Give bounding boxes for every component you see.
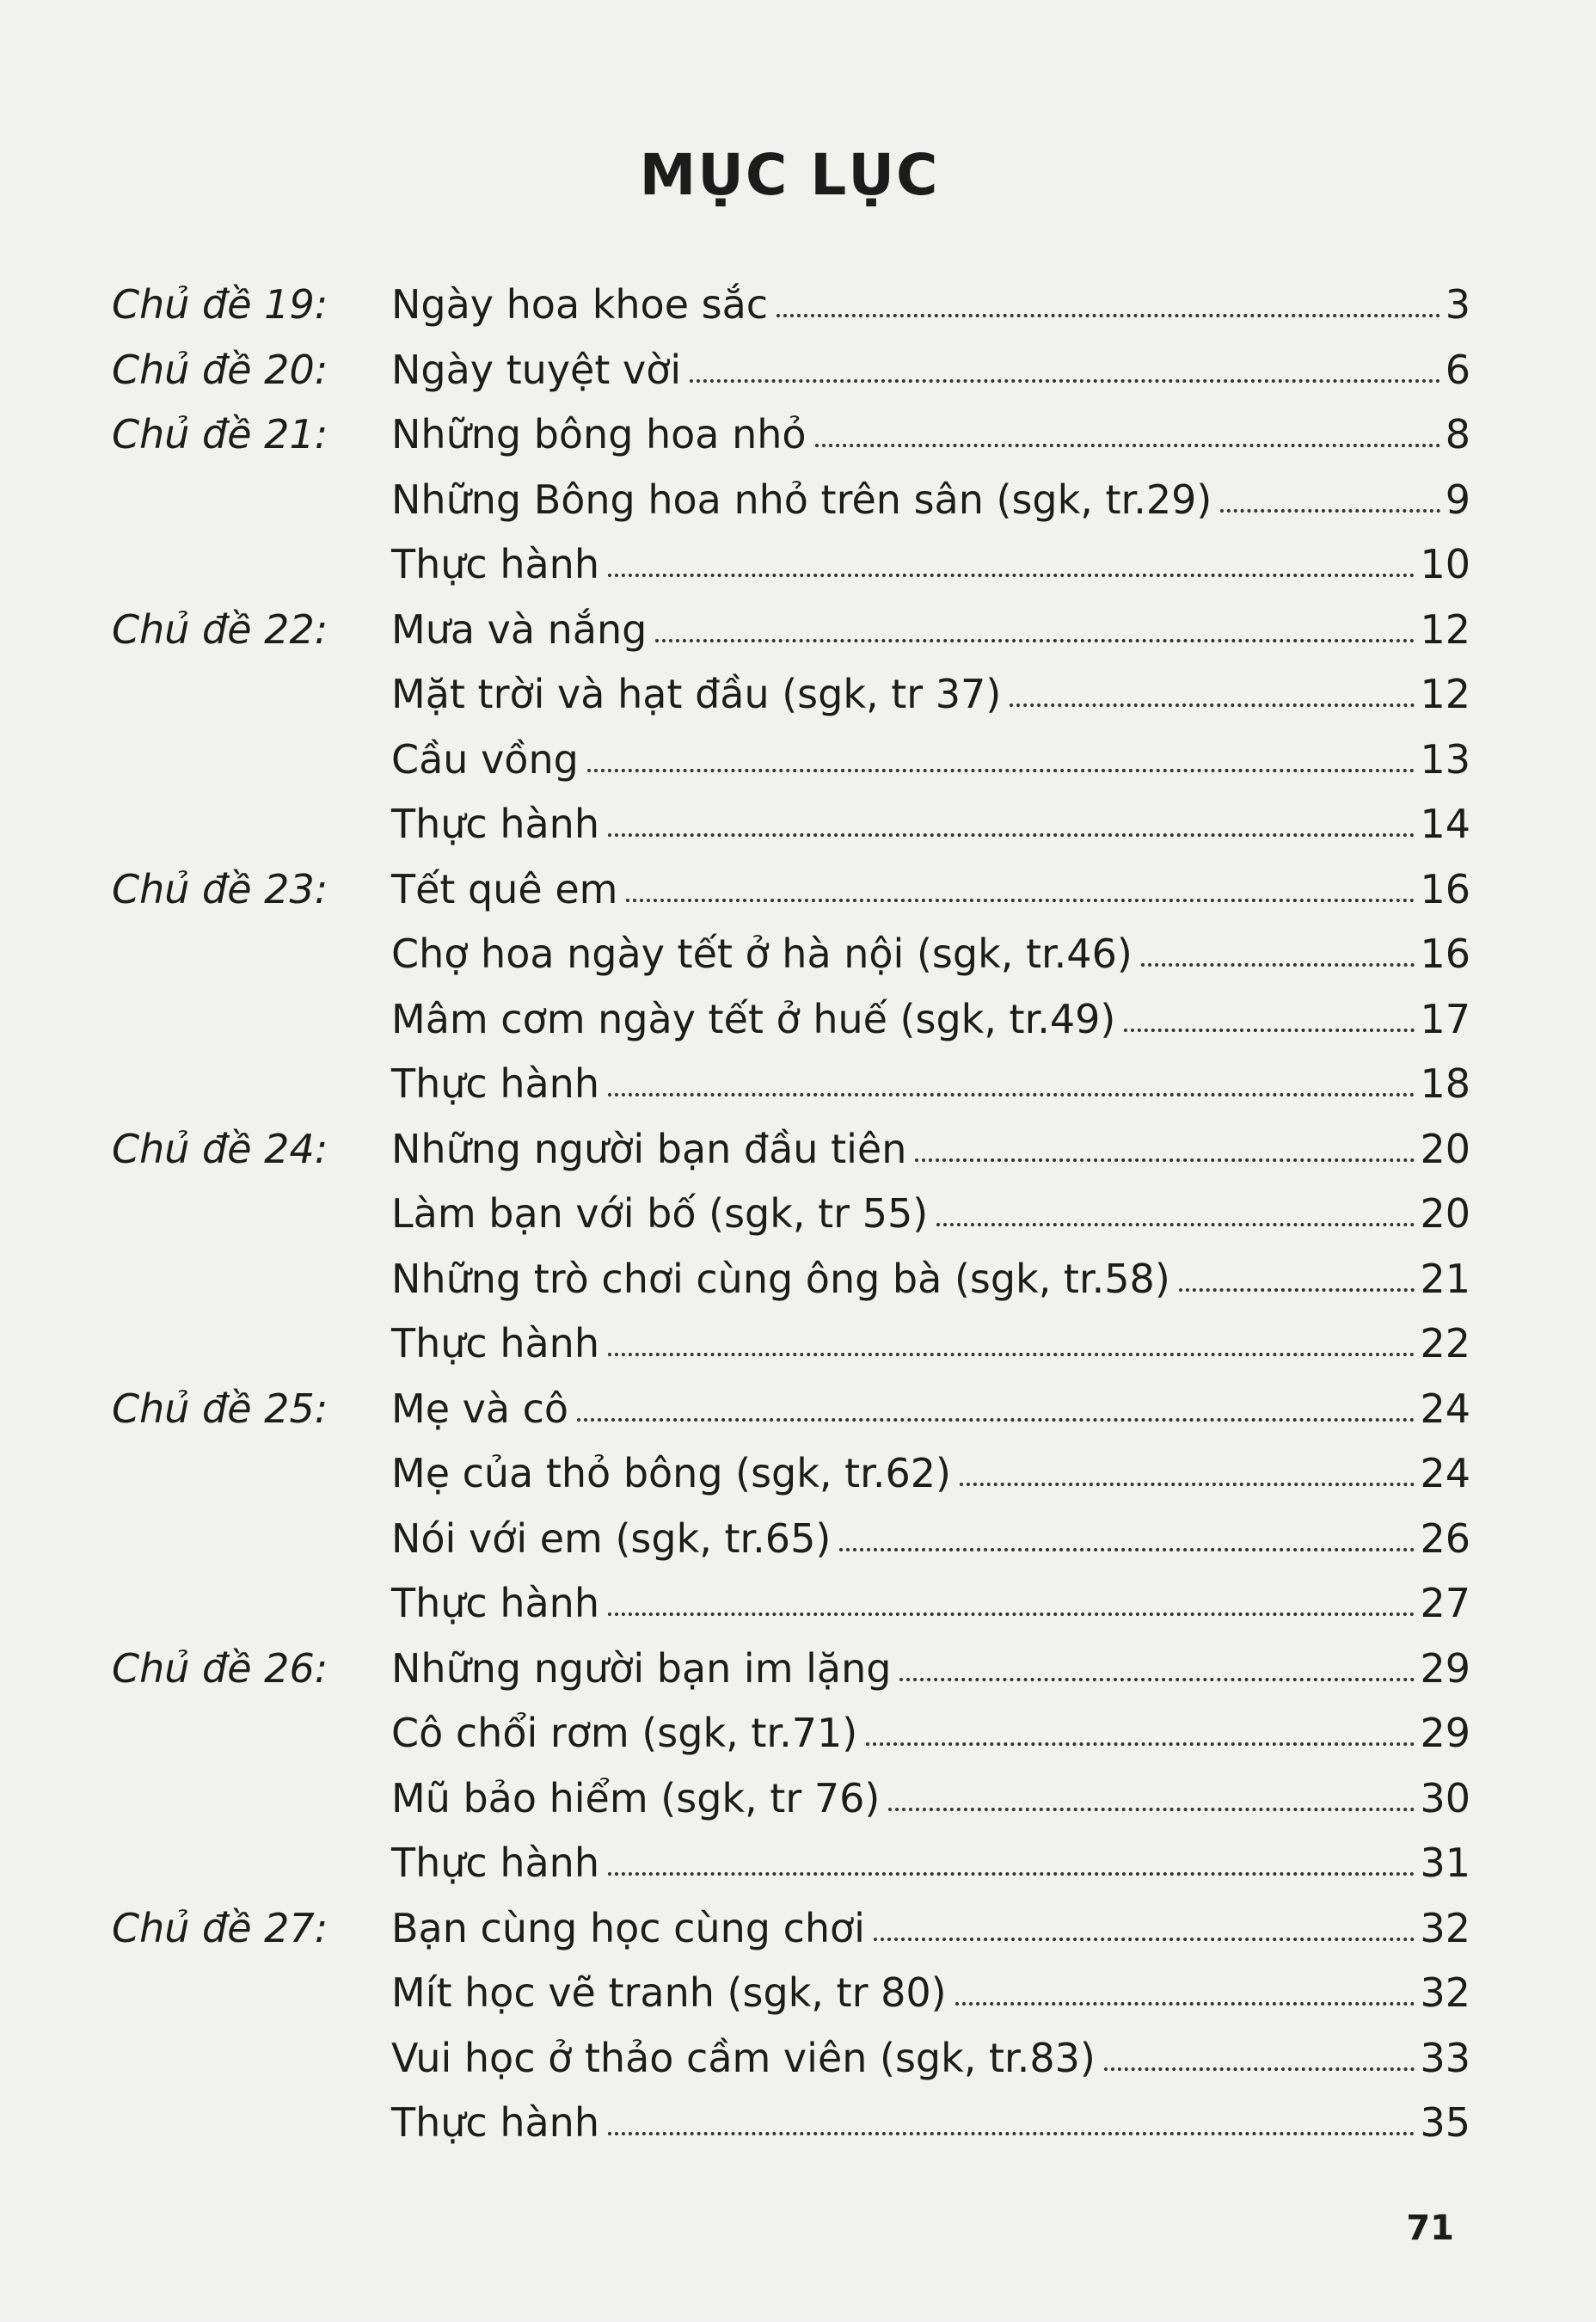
toc-entry — [112, 1107, 1470, 1172]
toc-entry-title: Những trò chơi cùng ông bà (sgk, tr.58) — [391, 1255, 1170, 1302]
toc-chapter-label: Chủ đề 22: — [112, 605, 328, 653]
toc-entry-line — [391, 1969, 1470, 2016]
toc-entry — [112, 1691, 1470, 1756]
toc-entry-page: 30 — [1420, 1774, 1470, 1821]
dot-leader — [608, 833, 1415, 837]
toc-entry-page: 26 — [1420, 1514, 1470, 1562]
toc-entry-line — [391, 931, 1470, 977]
toc-entry-title: Làm bạn với bố (sgk, tr 55) — [391, 1190, 929, 1237]
toc-entry-title: Mũ bảo hiểm (sgk, tr 76) — [391, 1774, 881, 1821]
toc-entry-page: 29 — [1420, 1710, 1470, 1756]
toc-chapter-label: Chủ đề 23: — [112, 865, 328, 912]
dot-leader — [936, 1223, 1415, 1226]
toc-entry-page: 35 — [1420, 2099, 1470, 2146]
dot-leader — [608, 1612, 1415, 1616]
toc-entry — [112, 1496, 1470, 1562]
toc-entry-line — [391, 1645, 1470, 1692]
dot-leader — [626, 899, 1415, 902]
toc-entry-page: 32 — [1420, 1904, 1470, 1951]
toc-entry — [112, 1561, 1470, 1626]
page-number: 71 — [1406, 2208, 1454, 2248]
dot-leader — [608, 2132, 1415, 2135]
toc-entry-line — [391, 1060, 1470, 1107]
toc-chapter-label: Chủ đề 20: — [112, 346, 328, 393]
toc-entry — [112, 717, 1470, 783]
dot-leader — [915, 1158, 1415, 1162]
toc-entry — [112, 1171, 1470, 1237]
toc-entry-page: 6 — [1445, 346, 1470, 393]
dot-leader — [955, 2002, 1415, 2006]
toc-entry — [112, 1626, 1470, 1692]
dot-leader — [1010, 703, 1415, 707]
dot-leader — [608, 1353, 1415, 1356]
toc-entry-title: Thực hành — [391, 801, 599, 847]
toc-chapter-label: Chủ đề 27: — [112, 1904, 328, 1951]
toc-entry — [112, 1950, 1470, 2016]
toc-entry — [112, 1756, 1470, 1821]
toc-entry-line — [391, 1190, 1470, 1237]
toc-entry — [112, 1367, 1470, 1432]
toc-entry-page: 13 — [1420, 735, 1470, 783]
toc-entry-line — [391, 1905, 1470, 1951]
toc-entry — [112, 912, 1470, 977]
dot-leader — [960, 1483, 1415, 1486]
toc-entry — [112, 847, 1470, 912]
toc-entry-line — [391, 1710, 1470, 1756]
toc-entry — [112, 1431, 1470, 1496]
toc-entry-line — [391, 801, 1470, 847]
toc-entry-line — [391, 2099, 1470, 2146]
dot-leader — [1220, 509, 1439, 513]
toc-entry-title: Thực hành — [391, 1320, 599, 1367]
toc-entry-line — [391, 476, 1470, 523]
toc-entry-line — [391, 1320, 1470, 1367]
toc-entry-title: Tết quê em — [391, 865, 618, 912]
toc-entry-line — [391, 281, 1470, 328]
toc-entry-page: 24 — [1420, 1385, 1470, 1432]
toc-entry-line — [391, 1515, 1470, 1562]
page-title: MỤC LỤC — [639, 142, 940, 208]
toc-entry-page: 32 — [1420, 1969, 1470, 2016]
dot-leader — [608, 1093, 1415, 1096]
toc-entry-line — [391, 1775, 1470, 1821]
toc-entry-page: 16 — [1420, 865, 1470, 912]
toc-entry-title: Thực hành — [391, 1840, 599, 1886]
toc-entry-title: Thực hành — [391, 2099, 599, 2146]
dot-leader — [874, 1938, 1415, 1941]
toc-entry-title: Bạn cùng học cùng chơi — [391, 1904, 865, 1951]
toc-entry — [112, 652, 1470, 717]
dot-leader — [587, 769, 1415, 772]
toc-entry-page: 14 — [1420, 801, 1470, 847]
toc-entry-line — [391, 866, 1470, 912]
toc-entry-title: Những người bạn im lặng — [391, 1644, 892, 1692]
toc-entry-page: 9 — [1445, 476, 1470, 523]
toc-entry-page: 8 — [1445, 411, 1470, 458]
toc-entry-line — [391, 411, 1470, 458]
toc-entry-title: Thực hành — [391, 1580, 599, 1626]
toc-entry-title: Mẹ của thỏ bông (sgk, tr.62) — [391, 1450, 951, 1496]
toc-entry — [112, 977, 1470, 1042]
dot-leader — [866, 1742, 1415, 1746]
toc-entry-title: Mưa và nắng — [391, 605, 648, 653]
toc-entry-line — [391, 347, 1470, 393]
toc-entry — [112, 458, 1470, 523]
toc-entry-line — [391, 671, 1470, 717]
toc-entry-page: 24 — [1420, 1450, 1470, 1496]
toc-entry-line — [391, 606, 1470, 653]
toc-entry-line — [391, 996, 1470, 1042]
dot-leader — [1179, 1288, 1415, 1292]
dot-leader — [1141, 963, 1415, 967]
dot-leader — [1124, 1029, 1415, 1032]
toc-entry-page: 17 — [1420, 995, 1470, 1042]
toc-entry-line — [391, 1450, 1470, 1496]
toc-entry-title: Chợ hoa ngày tết ở hà nội (sgk, tr.46) — [391, 931, 1133, 977]
toc-entry — [112, 328, 1470, 393]
toc-entry-title: Những người bạn đầu tiên — [391, 1125, 907, 1172]
toc-chapter-label: Chủ đề 19: — [112, 281, 328, 328]
toc-entry — [112, 392, 1470, 458]
toc-entry-page: 21 — [1420, 1255, 1470, 1302]
toc-entry-line — [391, 736, 1470, 783]
toc-entry-title: Mâm cơm ngày tết ở huế (sgk, tr.49) — [391, 995, 1116, 1042]
toc-entry-page: 3 — [1445, 281, 1470, 328]
toc-entry — [112, 1237, 1470, 1302]
toc-entry-page: 10 — [1420, 541, 1470, 587]
toc-entry — [112, 2016, 1470, 2081]
toc-entry-page: 16 — [1420, 931, 1470, 977]
dot-leader — [608, 1872, 1415, 1876]
toc-chapter-label: Chủ đề 24: — [112, 1125, 328, 1172]
toc-entry — [112, 782, 1470, 847]
toc-entry-title: Vui học ở thảo cầm viên (sgk, tr.83) — [391, 2034, 1096, 2081]
dot-leader — [577, 1418, 1415, 1422]
toc-chapter-label: Chủ đề 21: — [112, 411, 328, 458]
toc-entry-title: Nói với em (sgk, tr.65) — [391, 1514, 832, 1562]
dot-leader — [839, 1548, 1415, 1551]
toc-entry-title: Mít học vẽ tranh (sgk, tr 80) — [391, 1969, 947, 2016]
toc-entry — [112, 1301, 1470, 1367]
toc-chapter-label: Chủ đề 25: — [112, 1385, 328, 1432]
toc-entry-title: Mặt trời và hạt đầu (sgk, tr 37) — [391, 671, 1002, 717]
toc-entry-page: 12 — [1420, 671, 1470, 717]
toc-entry-line — [391, 2035, 1470, 2081]
toc-entry — [112, 522, 1470, 587]
toc-entry-page: 18 — [1420, 1060, 1470, 1107]
toc-entry — [112, 1886, 1470, 1951]
toc-entry-line — [391, 1126, 1470, 1172]
toc-entry-line — [391, 1256, 1470, 1302]
toc-entry — [112, 587, 1470, 653]
toc-entry-page: 27 — [1420, 1580, 1470, 1626]
toc-entry — [112, 1041, 1470, 1107]
toc-entry-title: Những Bông hoa nhỏ trên sân (sgk, tr.29) — [391, 476, 1212, 523]
dot-leader — [777, 314, 1440, 317]
toc-entry-title: Thực hành — [391, 541, 599, 587]
toc-entry-line — [391, 541, 1470, 587]
dot-leader — [899, 1678, 1415, 1681]
toc-entry-page: 12 — [1420, 605, 1470, 653]
toc-entry-page: 20 — [1420, 1125, 1470, 1172]
toc-entry-line — [391, 1580, 1470, 1626]
toc-entry-page: 33 — [1420, 2034, 1470, 2081]
toc-chapter-label: Chủ đề 26: — [112, 1644, 328, 1692]
toc-entry-page: 22 — [1420, 1320, 1470, 1367]
dot-leader — [815, 444, 1440, 447]
toc-entry-title: Ngày tuyệt vời — [391, 346, 682, 393]
toc-entry-title: Cô chổi rơm (sgk, tr.71) — [391, 1710, 858, 1756]
toc-entry — [112, 262, 1470, 328]
toc-entry-title: Mẹ và cô — [391, 1385, 569, 1432]
toc-entry-page: 20 — [1420, 1190, 1470, 1237]
toc-entry-page: 29 — [1420, 1644, 1470, 1692]
dot-leader — [655, 639, 1415, 642]
toc-entry-title: Những bông hoa nhỏ — [391, 411, 807, 458]
toc-entry-title: Thực hành — [391, 1060, 599, 1107]
dot-leader — [888, 1808, 1415, 1811]
dot-leader — [608, 574, 1415, 577]
dot-leader — [1104, 2067, 1415, 2071]
toc-entry-line — [391, 1385, 1470, 1432]
toc-entry — [112, 2080, 1470, 2146]
dot-leader — [690, 379, 1440, 383]
toc-entry-page: 31 — [1420, 1840, 1470, 1886]
toc-entry-line — [391, 1840, 1470, 1886]
toc-entry-title: Cầu vồng — [391, 735, 579, 783]
toc-entry — [112, 1821, 1470, 1886]
toc-entry-title: Ngày hoa khoe sắc — [391, 281, 769, 328]
